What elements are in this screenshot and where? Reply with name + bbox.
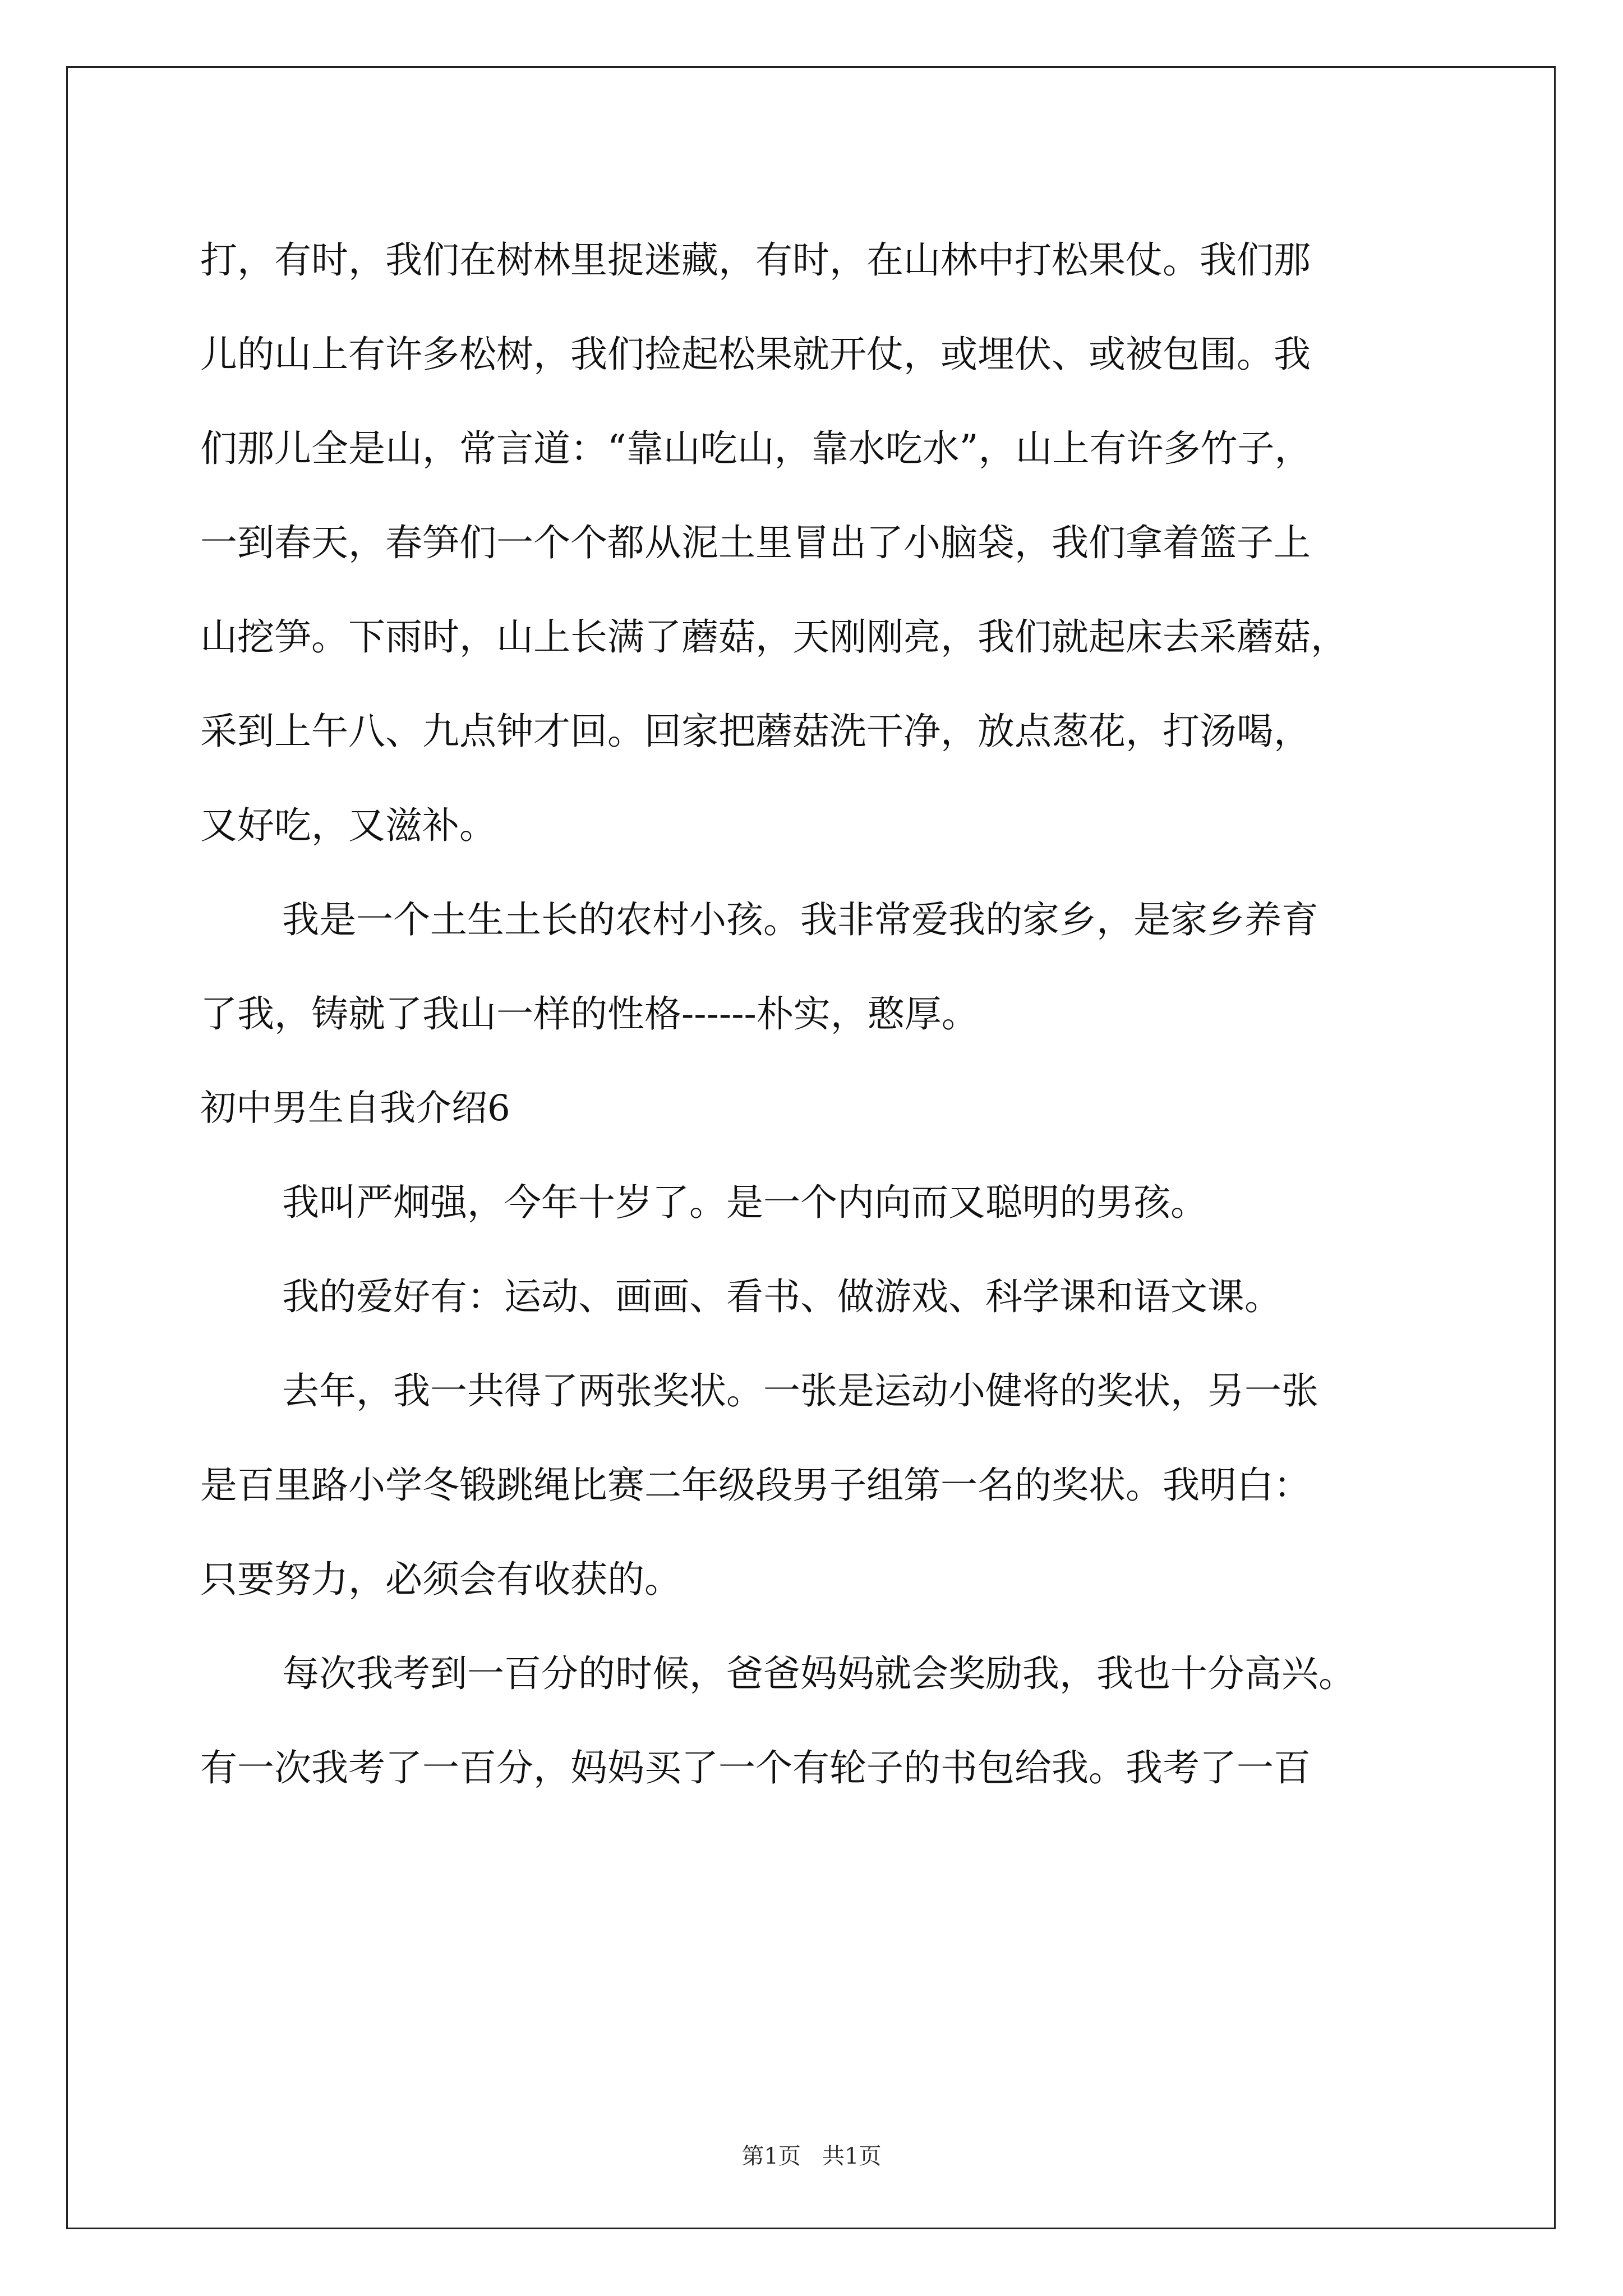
paragraph-line: 只要努力，必须会有收获的。	[200, 1558, 681, 1601]
paragraph-line: 是百里路小学冬锻跳绳比赛二年级段男子组第一名的奖状。我明白：	[200, 1464, 1311, 1507]
paragraph-line: 们那儿全是山，常言道：“靠山吃山，靠水吃水”，山上有许多竹子，	[200, 427, 1312, 470]
paragraph-line: 我的爱好有：运动、画画、看书、做游戏、科学课和语文课。	[282, 1275, 1281, 1318]
paragraph-line: 一到春天，春笋们一个个都从泥土里冒出了小脑袋，我们拿着篮子上	[200, 521, 1311, 564]
paragraph-line: 我是一个土生土长的农村小孩。我非常爱我的家乡，是家乡养育	[282, 898, 1318, 941]
page-footer: 第1页 共1页	[741, 2143, 882, 2169]
paragraph-line: 儿的山上有许多松树，我们捡起松果就开仗，或埋伏、或被包围。我	[200, 333, 1311, 376]
paragraph-line: 山挖笋。下雨时，山上长满了蘑菇，天刚刚亮，我们就起床去采蘑菇，	[200, 615, 1348, 659]
section-heading: 初中男生自我介绍6	[200, 1088, 510, 1129]
paragraph-line: 去年，我一共得了两张奖状。一张是运动小健将的奖状，另一张	[282, 1369, 1318, 1412]
paragraph-line: 有一次我考了一百分，妈妈买了一个有轮子的书包给我。我考了一百	[200, 1746, 1311, 1789]
paragraph-line: 打，有时，我们在树林里捉迷藏，有时，在山林中打松果仗。我们那	[200, 238, 1311, 282]
paragraph-line: 又好吃，又滋补。	[200, 804, 496, 847]
document-body	[200, 213, 1490, 1815]
paragraph-line: 每次我考到一百分的时候，爸爸妈妈就会奖励我，我也十分高兴。	[282, 1652, 1355, 1695]
paragraph-line: 了我，铸就了我山一样的性格------朴实，憨厚。	[200, 992, 979, 1036]
paragraph-line: 我叫严炯强，今年十岁了。是一个内向而又聪明的男孩。	[282, 1181, 1207, 1224]
paragraph-line: 采到上午八、九点钟才回。回家把蘑菇洗干净，放点葱花，打汤喝，	[200, 710, 1311, 753]
